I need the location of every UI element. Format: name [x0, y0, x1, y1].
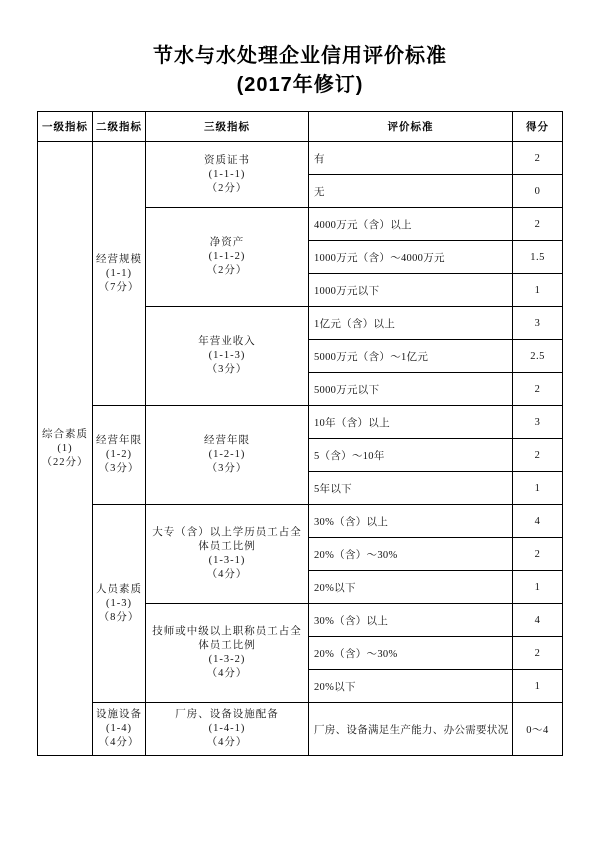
level2-indicator-cell: [93, 142, 146, 406]
document-title: [0, 0, 600, 100]
level3-indicator-cell: [146, 307, 309, 406]
score-cell: 1: [513, 472, 563, 505]
criterion-cell: 有: [309, 142, 513, 175]
score-cell: 2: [513, 637, 563, 670]
score-cell: 4: [513, 604, 563, 637]
indicator-name: 经营年限: [96, 435, 142, 446]
criterion-cell: 1亿元（含）以上: [309, 307, 513, 340]
indicator-points: （4分）: [206, 737, 248, 748]
criterion-cell: 30%（含）以上: [309, 505, 513, 538]
level3-indicator-cell: [146, 406, 309, 505]
indicator-code: (1-3-2): [208, 654, 246, 665]
level1-indicator-cell: [38, 142, 93, 756]
level2-indicator-cell: [93, 406, 146, 505]
criterion-cell: 30%（含）以上: [309, 604, 513, 637]
criterion-cell: 无: [309, 175, 513, 208]
indicator-points: （2分）: [206, 265, 248, 276]
column-header-level2: 二级指标: [93, 112, 146, 142]
criterion-cell: 10年（含）以上: [309, 406, 513, 439]
indicator-code: (1-2-1): [208, 449, 246, 460]
indicator-code: (1-1-2): [208, 251, 246, 262]
criterion-cell: 20%（含）～30%: [309, 538, 513, 571]
indicator-points: （8分）: [98, 611, 140, 623]
title-line-2: (2017年修订): [236, 74, 364, 96]
criterion-cell: 5年以下: [309, 472, 513, 505]
indicator-points: （4分）: [206, 569, 248, 580]
indicator-code: (1-4): [106, 723, 132, 734]
criterion-cell: 20%（含）～30%: [309, 637, 513, 670]
criterion-cell: 5（含）～10年: [309, 439, 513, 472]
indicator-name: 经营年限: [204, 435, 250, 446]
indicator-code: (1-4-1): [208, 723, 246, 734]
level3-indicator-cell: [146, 208, 309, 307]
indicator-code: (1-2): [106, 449, 132, 460]
score-cell: 2: [513, 373, 563, 406]
score-cell: 1: [513, 274, 563, 307]
column-header-criteria: 评价标准: [309, 112, 513, 142]
indicator-name: 大专（含）以上学历员工占全体员工比例: [152, 527, 302, 552]
indicator-name: 资质证书: [204, 154, 250, 166]
table-row: [38, 703, 563, 756]
title-line-1: 节水与水处理企业信用评价标准: [153, 45, 447, 67]
indicator-points: （2分）: [206, 182, 248, 194]
score-cell: 1: [513, 571, 563, 604]
level3-indicator-cell: [146, 604, 309, 703]
score-cell: 4: [513, 505, 563, 538]
column-header-level1: 一级指标: [38, 112, 93, 142]
indicator-name: 经营规模: [96, 253, 142, 265]
indicator-points: （3分）: [206, 364, 248, 375]
column-header-score: 得分: [513, 112, 563, 142]
indicator-code: (1-1-1): [208, 168, 246, 180]
criterion-cell: 20%以下: [309, 670, 513, 703]
criterion-cell: 厂房、设备满足生产能力、办公需要状况: [309, 703, 513, 756]
indicator-code: (1-1): [106, 267, 132, 279]
indicator-name: 厂房、设备设施配备: [175, 709, 279, 720]
indicator-points: （4分）: [98, 737, 140, 748]
score-cell: 2: [513, 439, 563, 472]
criterion-cell: 5000万元（含）～1亿元: [309, 340, 513, 373]
score-cell: 3: [513, 406, 563, 439]
evaluation-table: [37, 111, 563, 756]
indicator-name: 年营业收入: [198, 336, 256, 347]
indicator-name: 净资产: [209, 237, 245, 248]
score-cell: 3: [513, 307, 563, 340]
indicator-code: (1-3): [106, 597, 132, 609]
score-cell: 2: [513, 208, 563, 241]
score-cell: 2: [513, 142, 563, 175]
indicator-points: （7分）: [98, 281, 140, 293]
criterion-cell: 1000万元（含）～4000万元: [309, 241, 513, 274]
score-cell: 1: [513, 670, 563, 703]
indicator-points: （22分）: [41, 456, 89, 468]
score-cell: 1.5: [513, 241, 563, 274]
table-row: [38, 505, 563, 538]
level3-indicator-cell: [146, 505, 309, 604]
score-cell: 0～4: [513, 703, 563, 756]
header-row: [38, 112, 563, 142]
criterion-cell: 4000万元（含）以上: [309, 208, 513, 241]
column-header-level3: 三级指标: [146, 112, 309, 142]
table-row: [38, 406, 563, 439]
criterion-cell: 20%以下: [309, 571, 513, 604]
criterion-cell: 1000万元以下: [309, 274, 513, 307]
level3-indicator-cell: [146, 142, 309, 208]
indicator-name: 技师或中级以上职称员工占全体员工比例: [152, 626, 302, 651]
criterion-cell: 5000万元以下: [309, 373, 513, 406]
indicator-code: (1-1-3): [208, 350, 246, 361]
indicator-name: 人员素质: [96, 583, 142, 595]
indicator-points: （3分）: [206, 463, 248, 474]
score-cell: 2: [513, 538, 563, 571]
table-row: [38, 142, 563, 175]
indicator-name: 设施设备: [96, 709, 142, 720]
level3-indicator-cell: [146, 703, 309, 756]
score-cell: 2.5: [513, 340, 563, 373]
indicator-points: （4分）: [206, 668, 248, 679]
indicator-code: (1): [57, 442, 73, 454]
level2-indicator-cell: [93, 703, 146, 756]
level2-indicator-cell: [93, 505, 146, 703]
indicator-name: 综合素质: [42, 428, 88, 440]
indicator-points: （3分）: [98, 463, 140, 474]
score-cell: 0: [513, 175, 563, 208]
indicator-code: (1-3-1): [208, 555, 246, 566]
